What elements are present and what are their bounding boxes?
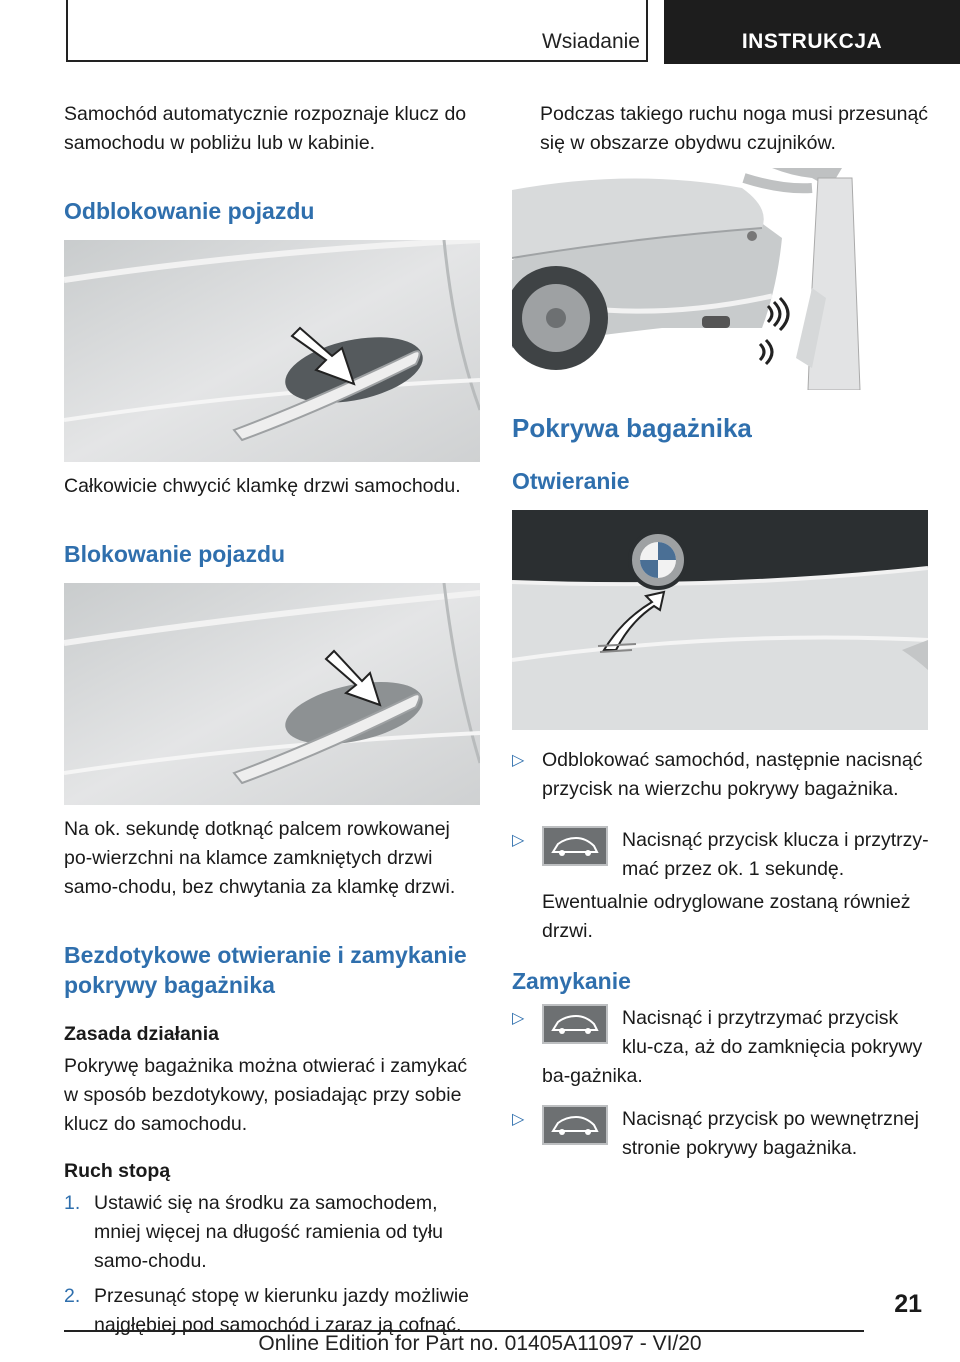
foot-sensor-illustration (512, 168, 866, 390)
trunk-button-illustration (512, 510, 928, 730)
close-step-1: ▷ Nacisnąć i przytrzymać przycisk klu-cza, aż do zamknięcia pokrywy ba-gażnika. (512, 1004, 930, 1091)
list-item: 1. Ustawić się na środku za samochodem, mniej więcej na długość ramienia od tyłu samo-chodu. (64, 1192, 444, 1272)
chapter-tab (664, 0, 960, 64)
leg-movement-note: Podczas takiego ruchu noga musi przesunąć się w obszarze obydwu czujników. (540, 103, 929, 154)
opening-heading: Otwieranie (512, 468, 630, 494)
open-note: Ewentualnie odryglowane zostaną również drzwi. (542, 891, 911, 942)
chapter-title: INSTRUKCJA (741, 30, 883, 53)
close-step-2: ▷ Nacisnąć przycisk po wewnętrznej stronie pokrywy bagażnika. (512, 1105, 930, 1163)
trunk-inside-button-icon (542, 1105, 608, 1145)
unlock-heading: Odblokowanie pojazdu (64, 198, 315, 224)
lock-heading: Blokowanie pojazdu (64, 541, 286, 567)
bullet-triangle-icon: ▷ (512, 1010, 525, 1027)
trunk-key-button-icon (542, 1004, 608, 1044)
contactless-heading: Bezdotykowe otwieranie i zamykanie pokrywy bagażnika (64, 942, 467, 998)
closing-heading: Zamykanie (512, 968, 631, 994)
foot-steps-list (64, 1189, 482, 1340)
list-item: 2. Przesunąć stopę w kierunku jazdy możliwie najgłębiej pod samochód i zaraz ją cofnąć. (64, 1285, 469, 1336)
door-handle-touch-illustration (64, 583, 480, 805)
door-handle-grip-illustration (64, 240, 480, 462)
principle-heading: Zasada działania (64, 1023, 219, 1045)
open-step-2: ▷ Nacisnąć przycisk klucza i przytrzy-mać przez ok. 1 sekundę. (512, 826, 930, 884)
open-step-1: ▷ Odblokować samochód, następnie nacisnąć przycisk na wierzchu pokrywy bagażnika. (512, 746, 930, 804)
unlock-text: Całkowicie chwycić klamkę drzwi samochodu. (64, 475, 461, 497)
bullet-triangle-icon: ▷ (512, 832, 525, 849)
lock-text: Na ok. sekundę dotknąć palcem rowkowanej po-wierzchni na klamce zamkniętych drzwi samo-chodu, bez chwytania za klamkę drzwi. (64, 818, 456, 898)
foot-movement-heading: Ruch stopą (64, 1160, 171, 1182)
principle-text: Pokrywę bagażnika można otwierać i zamykać w sposób bezdotykowy, posiadając przy sobie klucz do samochodu. (64, 1055, 468, 1135)
bullet-triangle-icon: ▷ (512, 752, 525, 769)
trunk-lid-heading: Pokrywa bagażnika (512, 413, 752, 443)
section-title: Wsiadanie (541, 30, 640, 53)
left-column (64, 100, 482, 1340)
right-column (512, 100, 930, 1163)
intro-text: Samochód automatycznie rozpoznaje klucz do samochodu w pobliżu lub w kabinie. (64, 103, 467, 154)
section-tab (66, 0, 648, 62)
edition-footer: Online Edition for Part no. 01405A11097 - VI/20 (258, 1332, 702, 1355)
trunk-key-button-icon (542, 826, 608, 866)
page-header (66, 0, 960, 66)
bullet-triangle-icon: ▷ (512, 1111, 525, 1128)
page-number: 21 (894, 1290, 922, 1318)
